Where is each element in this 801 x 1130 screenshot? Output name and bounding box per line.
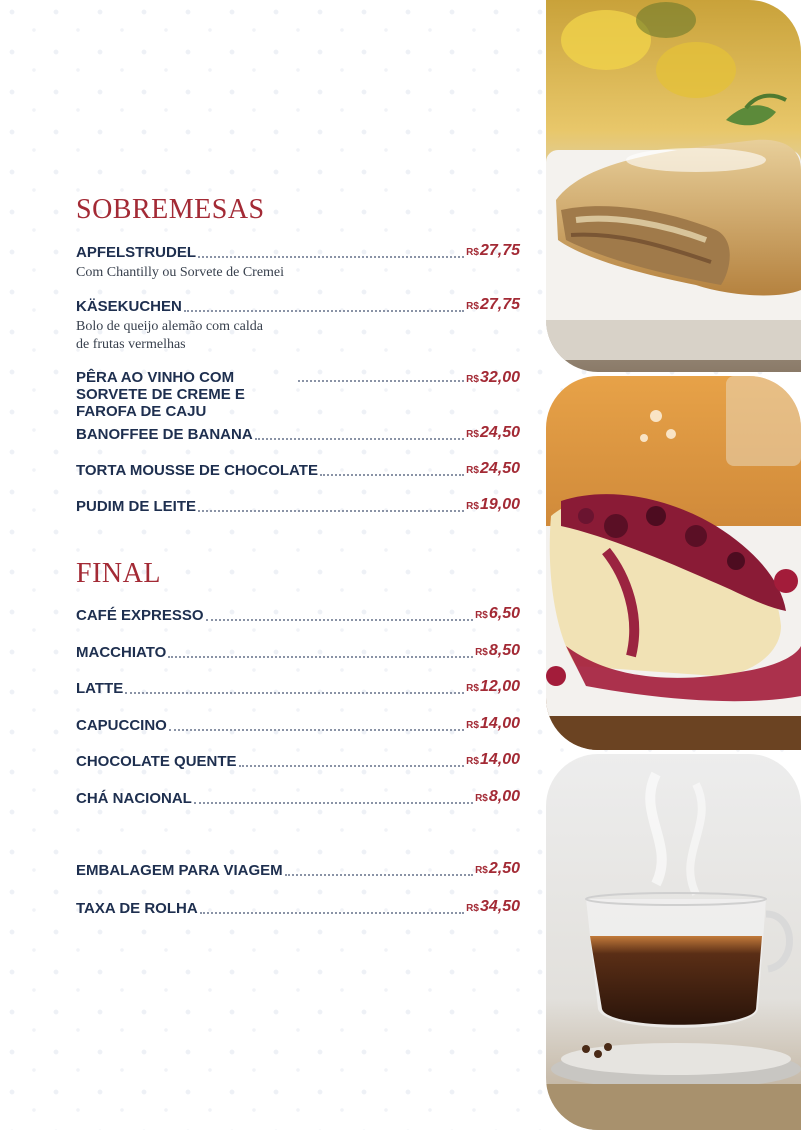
item-name: CAPUCCINO [76,717,167,734]
item-name: KÄSEKUCHEN [76,298,182,315]
item-name: PUDIM DE LEITE [76,498,197,515]
dot-leader [125,692,464,694]
menu-item-embalagem [76,860,520,879]
section-title-final: FINAL [76,558,161,589]
item-price: R$24,50 [466,424,520,441]
menu-item-latte [76,678,520,697]
item-price: R$14,00 [466,751,520,768]
item-name: CHÁ NACIONAL [76,790,192,807]
item-description: Com Chantilly ou Sorvete de Cremei [76,265,285,280]
item-price: R$2,50 [475,860,520,877]
item-price: R$32,00 [466,369,520,386]
menu-item-macchiato [76,642,520,661]
dot-leader [184,310,464,312]
dot-leader [194,802,473,804]
menu-item-cha-nacional [76,788,520,807]
dot-leader [206,619,474,621]
dot-leader [198,256,464,258]
dot-leader [255,438,464,440]
menu-item-capuccino [76,715,520,734]
coffee-cup-photo-icon [546,754,801,1130]
section-title-sobremesas: SOBREMESAS [76,194,265,225]
menu-item-pudim [76,496,520,515]
menu-item-chocolate-quente [76,751,520,770]
item-name: PÊRA AO VINHO COM SORVETE DE CREME E FAROFA DE CAJU [76,369,245,420]
item-price: R$34,50 [466,898,520,915]
cheesecake-photo-icon [546,376,801,750]
dot-leader [320,474,464,476]
dot-leader [198,510,464,512]
menu-item-pera-ao-vinho [76,369,520,420]
item-price: R$27,75 [466,296,520,313]
item-price: R$14,00 [466,715,520,732]
item-price: R$24,50 [466,460,520,477]
menu-item-apfelstrudel [76,242,520,282]
item-price: R$8,50 [475,642,520,659]
item-name: TORTA MOUSSE DE CHOCOLATE [76,462,318,479]
dot-leader [298,380,464,382]
item-price: R$6,50 [475,605,520,622]
dot-leader [168,656,473,658]
item-name: MACCHIATO [76,644,167,661]
item-name: EMBALAGEM PARA VIAGEM [76,862,283,879]
dot-leader [285,874,473,876]
item-name: LATTE [76,680,124,697]
menu-item-banoffee [76,424,520,443]
item-price: R$27,75 [466,242,520,259]
item-price: R$19,00 [466,496,520,513]
dot-leader [239,765,465,767]
item-description: Bolo de queijo alemão com calda de frutas vermelhas [76,319,263,352]
strudel-photo-icon [546,0,801,372]
item-price: R$12,00 [466,678,520,695]
menu-item-kasekuchen [76,296,520,354]
menu-item-cafe-expresso [76,605,520,624]
dot-leader [169,729,464,731]
dot-leader [200,912,464,914]
item-price: R$8,00 [475,788,520,805]
item-name: TAXA DE ROLHA [76,900,198,917]
menu-item-taxa-de-rolha [76,898,520,917]
item-name: APFELSTRUDEL [76,244,196,261]
item-name: BANOFFEE DE BANANA [76,426,253,443]
item-name: CAFÉ EXPRESSO [76,607,204,624]
menu-item-torta-mousse [76,460,520,479]
item-name: CHOCOLATE QUENTE [76,753,237,770]
